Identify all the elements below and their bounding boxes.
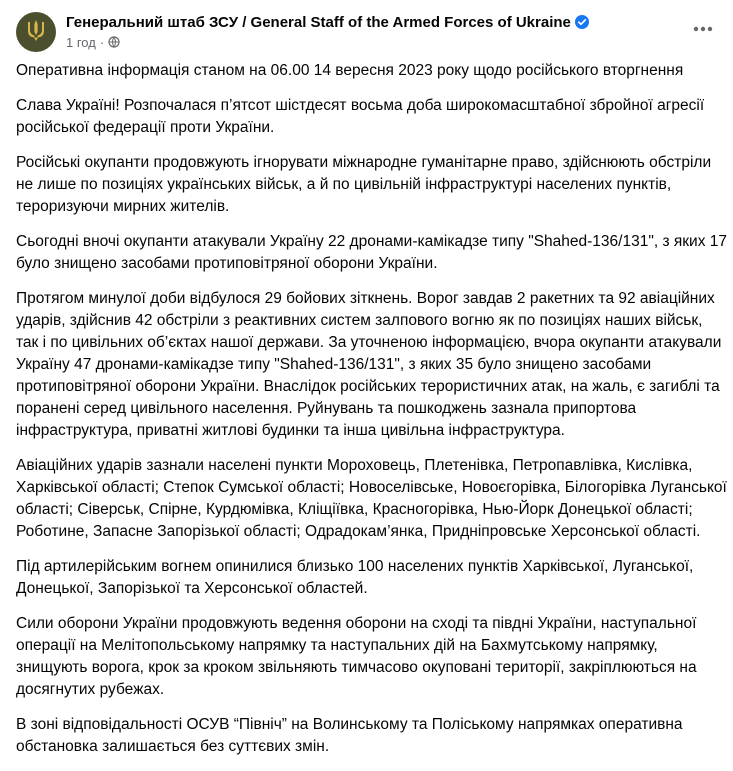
more-options-button[interactable] xyxy=(689,14,717,42)
author-name[interactable]: Генеральний штаб ЗСУ / General Staff of the Armed Forces of Ukraine xyxy=(66,13,571,31)
post-paragraph: Авіаційних ударів зазнали населені пункти Мороховець, Плетенівка, Петропавлівка, Кислівка, Харківської області; Степок Сумської області; Новоселівське, Новоєгорівка, Білогорівка Луганської області; Сіверськ, Спірне, Курдюмівка, Кліщіївка, Красногорівка, Нью-Йорк Донецької області; Роботине, Запасне Запорізької області; Одрадокам’янка, Придніпровське Херсонської області. xyxy=(16,457,727,540)
post-paragraph: В зоні відповідальності ОСУВ “Північ” на Волинському та Поліському напрямках оперативна обстановка залишається без суттєвих змін. xyxy=(16,716,683,755)
post-paragraph: Слава Україні! Розпочалася п’ятсот шістдесят восьма доба широкомасштабної збройної агресії російської федерації проти України. xyxy=(16,97,705,136)
post-paragraph: Протягом минулої доби відбулося 29 бойових зіткнень. Ворог завдав 2 ракетних та 92 авіаційних ударів, здійснив 42 обстріли з реактивних систем залпового вогню як по позиціях наших військ, так і по цивільних об’єктах нашої держави. За уточненою інформацією, вчора окупанти атакували Україну 47 дронами-камікадзе типу "Shahed-136/131", з яких 35 було знищено засобами протиповітряної оборони України. Внаслідок російських терористичних атак, на жаль, є загиблі та поранені серед цивільного населення. Руйнувань та пошкоджень зазнала припортова інфраструктура, приватні житлові будинки та інша цивільна інфраструктура. xyxy=(16,290,722,439)
post-paragraph: Сьогодні вночі окупанти атакували Україну 22 дронами-камікадзе типу "Shahed-136/131", з яких 17 було знищено засобами протиповітряної оборони України. xyxy=(16,233,727,272)
avatar[interactable] xyxy=(16,12,56,52)
author-block xyxy=(66,12,677,51)
post-meta xyxy=(66,33,677,51)
verified-badge-icon xyxy=(575,15,589,29)
post-paragraph: Російські окупанти продовжують ігнорувати міжнародне гуманітарне право, здійснюють обстріли не лише по позиціях українських військ, а й по цивільній інфраструктурі населених пунктів, тероризуючи мирних жителів. xyxy=(16,154,712,215)
post-timestamp[interactable]: 1 год xyxy=(66,34,96,50)
post-paragraph: Під артилерійським вогнем опинилися близько 100 населених пунктів Харківської, Луганської, Донецької, Запорізької та Херсонської областей. xyxy=(16,558,694,597)
globe-icon[interactable] xyxy=(108,36,120,48)
trident-emblem-icon xyxy=(25,18,47,47)
post-paragraph: Оперативна інформація станом на 06.00 14 вересня 2023 року щодо російського вторгнення xyxy=(16,62,684,79)
post-body xyxy=(16,60,728,771)
more-options-icon xyxy=(693,19,713,37)
meta-separator: · xyxy=(99,34,105,50)
post-header xyxy=(16,12,717,52)
post-paragraph: Сили оборони України продовжують ведення оборони на сході та півдні України, наступальної операції на Мелітопольському напрямку та наступальних дій на Бахмутському напрямку, знищують ворога, крок за кроком звільняють тимчасово окуповані території, закріплюються на досягнутих рубежах. xyxy=(16,615,697,698)
author-line xyxy=(66,12,677,32)
